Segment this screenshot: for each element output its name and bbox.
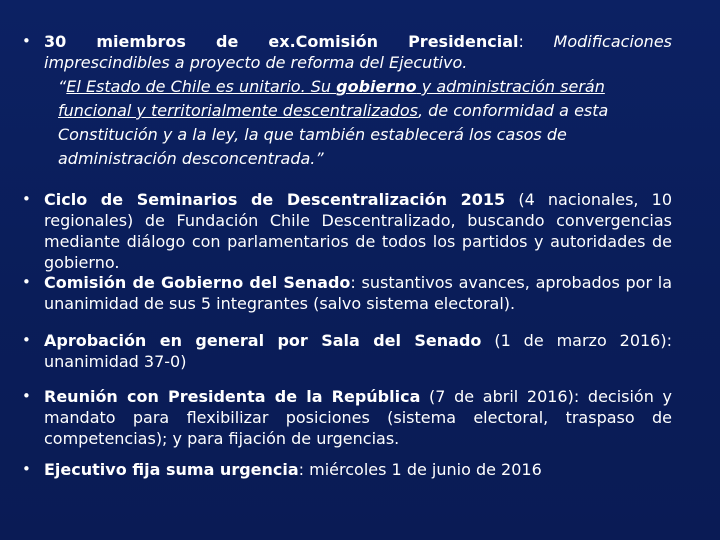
bullet-content: [44, 31, 672, 171]
bullet-dot: •: [22, 190, 31, 208]
bullet-dot: •: [22, 273, 31, 291]
quote-open-mark: “: [58, 77, 67, 96]
bullet-heading: Comisión de Gobierno del Senado: [44, 273, 351, 292]
bullet-text: : miércoles 1 de junio de 2016: [298, 460, 542, 479]
quote-underlined-text: y administración serán: [416, 77, 605, 96]
bullet-content: [44, 272, 672, 314]
bullet-item-aprobacion-senado: [22, 330, 672, 372]
bullet-dot: •: [22, 32, 31, 50]
quote-underlined-text: El Estado de Chile es unitario. Su: [66, 77, 337, 96]
bullet-heading: Ciclo de Seminarios de Descentralización 2015: [44, 190, 506, 209]
quote-underlined-text: funcional y territorialmente descentralizados: [58, 101, 418, 120]
bullet-dot: •: [22, 460, 31, 478]
bullet-text: : sustantivos avances, aprobados por la unanimidad de sus 5 integrantes (salvo sistema electoral).: [44, 273, 672, 313]
bullet-text: (4 nacionales, 10 regionales) de Fundación Chile Descentralizado, buscando convergencias mediante diálogo con parlamentarios de todos los partidos y autoridades de gobierno.: [44, 190, 673, 272]
bullet-item-comision-presidencial: [22, 31, 672, 171]
bullet-text: (1 de marzo 2016): unanimidad 37-0): [44, 331, 672, 371]
bullet-dot: •: [22, 387, 31, 405]
bullet-italic-text: Modificaciones imprescindibles a proyecto de reforma del Ejecutivo.: [44, 32, 672, 72]
bullet-content: [44, 330, 672, 372]
quote-underlined-bold-word: gobierno: [336, 77, 417, 96]
bullet-dot: •: [22, 331, 31, 349]
bullet-separator: :: [518, 32, 554, 51]
bullet-heading: Reunión con Presidenta de la República: [44, 387, 421, 406]
bullet-item-comision-senado: [22, 272, 672, 314]
bullet-text: (7 de abril 2016): decisión y mandato para flexibilizar posiciones (sistema electoral, traspaso de competencias); y para fijación de urgencias.: [44, 387, 673, 448]
bullet-content: [44, 386, 672, 449]
bullet-content: [44, 459, 672, 480]
constitution-quote: [58, 75, 672, 171]
bullet-item-seminarios: [22, 189, 672, 273]
bullet-item-suma-urgencia: [22, 459, 672, 480]
bullet-heading: 30 miembros de ex.Comisión Presidencial: [44, 32, 519, 51]
bullet-item-reunion-presidenta: [22, 386, 672, 449]
quote-rest-text: , de conformidad a esta Constitución y a la ley, la que también establecerá los casos de administración desconcentrada.”: [58, 101, 609, 168]
bullet-heading: Aprobación en general por Sala del Senado: [44, 331, 482, 350]
bullet-content: [44, 189, 672, 273]
bullet-heading: Ejecutivo fija suma urgencia: [44, 460, 299, 479]
